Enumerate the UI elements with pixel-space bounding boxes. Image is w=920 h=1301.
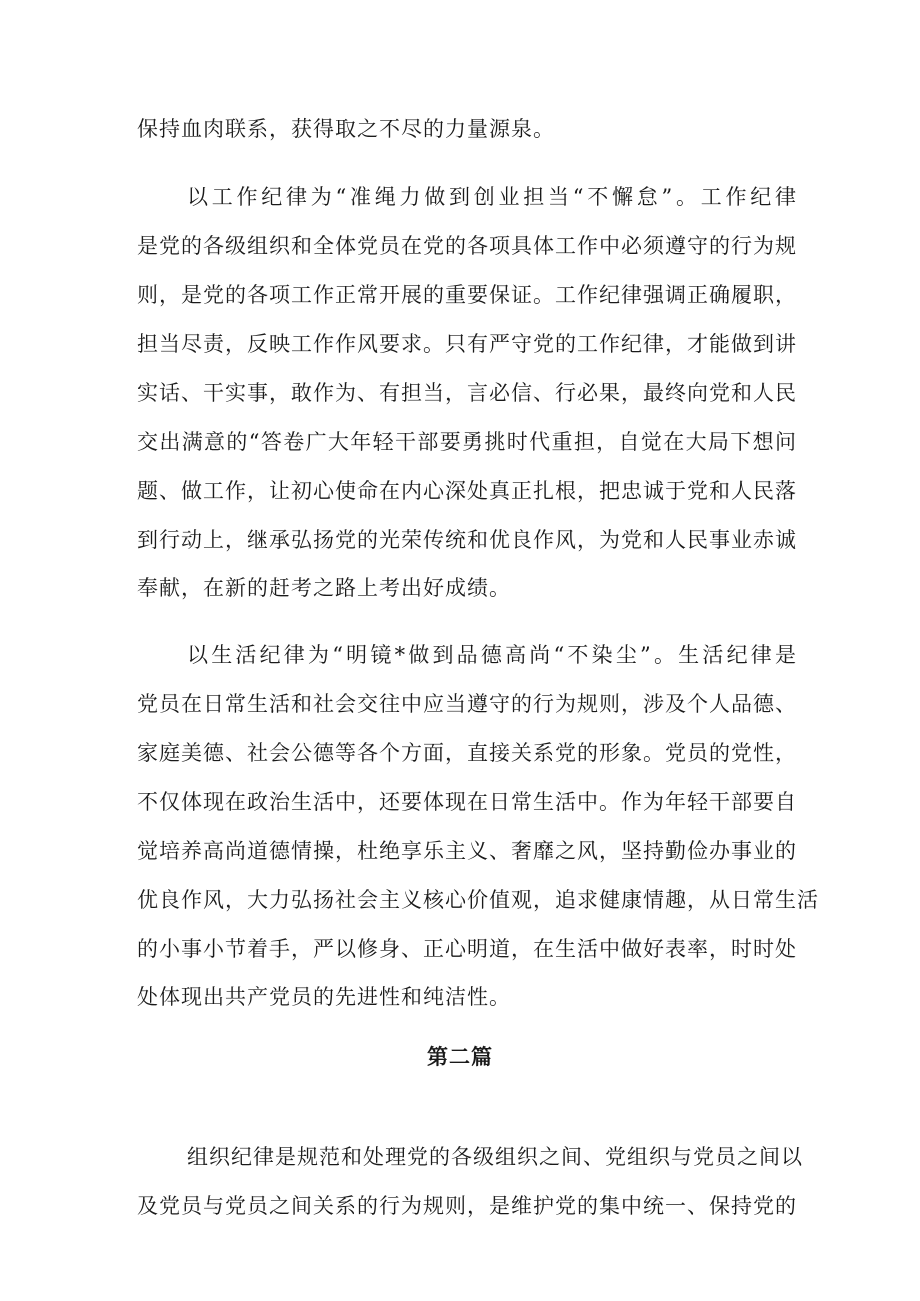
paragraph-line: 到行动上，继承弘扬党的光荣传统和优良作风，为党和人民事业赤诚 bbox=[137, 528, 797, 552]
paragraph-line: 的小事小节着手，严以修身、正心明道，在生活中做好表率，时时处 bbox=[137, 937, 797, 961]
paragraph-line: 党员在日常生活和社会交往中应当遵守的行为规则，涉及个人品德、 bbox=[137, 692, 797, 716]
paragraph-line: 是党的各级组织和全体党员在党的各项具体工作中必须遵守的行为规 bbox=[137, 234, 797, 258]
paragraph-line: 实话、干实事，敢作为、有担当，言必信、行必果，最终向党和人民 bbox=[137, 381, 797, 405]
paragraph-line: 以工作纪律为“准绳力做到创业担当“不懈怠”。工作纪律 bbox=[187, 185, 797, 209]
paragraph-line: 担当尽责，反映工作作风要求。只有严守党的工作纪律，才能做到讲 bbox=[137, 332, 797, 356]
paragraph-line: 以生活纪律为“明镜*做到品德高尚“不染尘”。生活纪律是 bbox=[187, 643, 797, 667]
paragraph-line: 觉培养高尚道德情操，杜绝享乐主义、奢靡之风，坚持勤俭办事业的 bbox=[137, 839, 797, 863]
paragraph-line: 不仅体现在政治生活中，还要体现在日常生活中。作为年轻干部要自 bbox=[137, 790, 797, 814]
paragraph-line: 组织纪律是规范和处理党的各级组织之间、党组织与党员之间以 bbox=[187, 1145, 803, 1169]
section-heading: 第二篇 bbox=[427, 1044, 493, 1069]
paragraph-line: 优良作风，大力弘扬社会主义核心价值观，追求健康情趣，从日常生活 bbox=[137, 888, 819, 912]
paragraph-line: 则，是党的各项工作正常开展的重要保证。工作纪律强调正确履职， bbox=[137, 283, 797, 307]
paragraph-line: 家庭美德、社会公德等各个方面，直接关系党的形象。党员的党性， bbox=[137, 741, 797, 765]
paragraph-line: 处体现出共产党员的先进性和纯洁性。 bbox=[137, 985, 511, 1009]
paragraph-line: 交出满意的“答卷广大年轻干部要勇挑时代重担，自觉在大局下想问 bbox=[137, 430, 797, 454]
paragraph-line: 保持血肉联系，获得取之不尽的力量源泉。 bbox=[137, 117, 555, 141]
paragraph-line: 及党员与党员之间关系的行为规则，是维护党的集中统一、保持党的 bbox=[137, 1194, 797, 1218]
paragraph-line: 题、做工作，让初心使命在内心深处真正扎根，把忠诚于党和人民落 bbox=[137, 479, 797, 503]
paragraph-line: 奉献，在新的赶考之路上考出好成绩。 bbox=[137, 576, 511, 600]
